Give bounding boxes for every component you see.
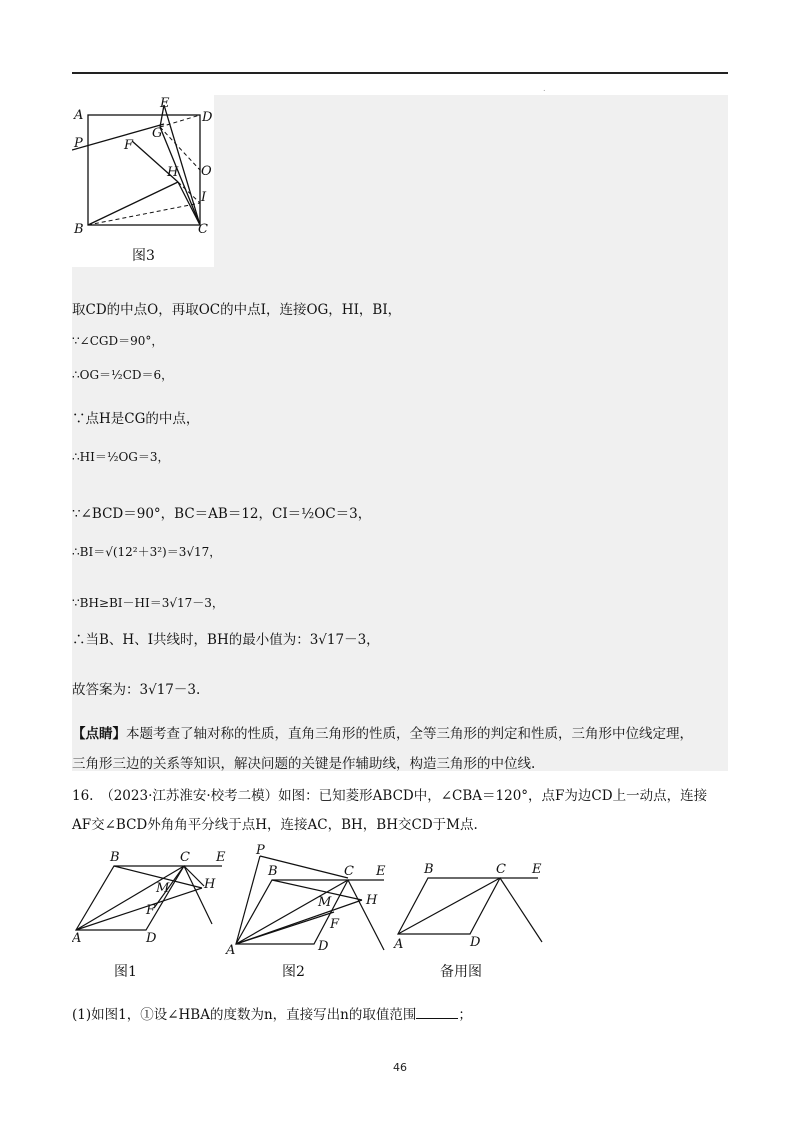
q16-figure-2 (236, 856, 384, 950)
fig3-label-p: P (74, 136, 83, 151)
svg-text:D: D (318, 939, 329, 954)
part-1-text: (1)如图1，①设∠HBA的度数为n，直接写出n的取值范围 (72, 1007, 417, 1023)
comment-tag: 【点睛】 (72, 726, 126, 742)
fig3-label-f: F (124, 138, 134, 153)
svg-text:C: C (180, 850, 190, 865)
page-number: 46 (393, 1061, 407, 1074)
header-mark: . (543, 84, 546, 93)
answer-blank[interactable] (416, 1004, 458, 1019)
part-1-question (72, 1004, 472, 1025)
svg-text:B: B (424, 862, 434, 877)
solution-line-9: ∴当B、H、I共线时，BH的最小值为：3√17－3， (72, 632, 380, 648)
svg-text:H: H (204, 877, 216, 892)
solution-line-8: ∵BH≥BI－HI＝3√17－3， (72, 596, 224, 610)
svg-text:H: H (366, 893, 378, 908)
comment-line-1 (72, 724, 693, 744)
solution-line-5: ∴HI＝½OG＝3， (72, 450, 170, 464)
svg-text:B: B (268, 864, 278, 879)
svg-text:A: A (226, 943, 236, 958)
svg-text:M: M (156, 881, 170, 896)
svg-text:A: A (72, 931, 82, 946)
solution-line-3: ∴OG＝½CD＝6， (72, 368, 174, 382)
svg-text:M: M (318, 895, 332, 910)
fig3-label-a: A (74, 108, 84, 123)
solution-line-7: ∴BI＝√(12²＋3²)＝3√17， (72, 545, 222, 559)
fig3-label-e: E (160, 96, 170, 111)
svg-text:C: C (496, 862, 506, 877)
comment-line-2: 三角形三边的关系等知识，解决问题的关键是作辅助线，构造三角形的中位线. (72, 756, 536, 772)
q16-figure-backup-caption: 备用图 (440, 964, 482, 980)
solution-line-1: 取CD的中点O，再取OC的中点I，连接OG，HI，BI， (72, 302, 402, 318)
solution-line-10: 故答案为：3√17－3. (72, 682, 201, 698)
solution-line-6: ∵∠BCD＝90°，BC＝AB＝12，CI＝½OC＝3， (72, 506, 372, 522)
q16-figure-1-caption: 图1 (114, 964, 137, 980)
svg-text:C: C (344, 864, 354, 879)
q16-figure-2-caption: 图2 (282, 964, 305, 980)
svg-text:F: F (330, 917, 340, 932)
svg-text:B: B (110, 850, 120, 865)
figure-3-diagram (72, 95, 214, 267)
svg-text:E: E (216, 850, 226, 865)
fig3-label-i: I (201, 190, 207, 205)
svg-text:D: D (146, 931, 157, 946)
svg-text:E: E (532, 862, 542, 877)
figure-3-caption: 图3 (132, 248, 155, 264)
solution-line-4: ∵点H是CG的中点， (72, 411, 200, 427)
fig3-label-h: H (167, 165, 179, 180)
fig3-label-o: O (201, 164, 212, 179)
question-16-figures (72, 842, 552, 987)
svg-text:E: E (376, 864, 386, 879)
comment-text-1: 本题考查了轴对称的性质，直角三角形的性质，全等三角形的判定和性质，三角形中位线定理， (126, 726, 693, 742)
fig3-label-b: B (74, 222, 84, 237)
svg-text:D: D (470, 935, 481, 950)
svg-text:F: F (146, 903, 156, 918)
q16-figure-backup (398, 878, 542, 942)
question-16-diagrams (72, 842, 552, 987)
header-rule (72, 72, 728, 74)
svg-text:P: P (256, 843, 265, 858)
question-16-line-1: 16. （2023·江苏淮安·校考二模）如图：已知菱形ABCD中，∠CBA＝120°，点F为边CD上一动点，连接 (72, 788, 708, 804)
svg-text:A: A (394, 937, 404, 952)
q16-figure-1 (76, 866, 222, 930)
solution-line-2: ∵∠CGD＝90°， (72, 334, 164, 348)
fig3-label-g: G (152, 126, 163, 141)
question-16-line-2: AF交∠BCD外角角平分线于点H，连接AC，BH，BH交CD于M点. (72, 817, 478, 833)
fig3-label-c: C (198, 222, 208, 237)
fig3-label-d: D (202, 110, 213, 125)
part-1-end: ； (458, 1007, 472, 1023)
figure-3 (72, 95, 214, 267)
